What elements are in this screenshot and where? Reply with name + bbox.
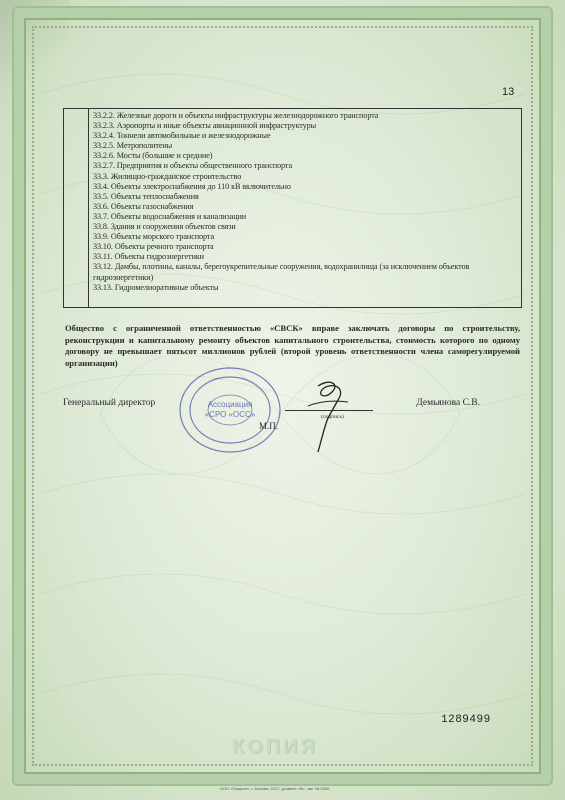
activity-list-item: 33.2.2. Железные дороги и объекты инфраструктуры железнодорожного транспорта [93,111,379,120]
activity-list-item: 33.2.7. Предприятия и объекты общественного транспорта [93,161,293,171]
printer-imprint: ООО «Опцион», г. Москва, 2017, уровень «В», зак. № 0000 [220,786,330,791]
activity-list [93,111,515,293]
page-number: 13 [502,86,515,98]
copy-watermark: КОПИЯ [232,736,318,758]
activity-list-item: 33.9. Объекты морского транспорта [93,232,215,242]
organization-stamp [175,362,305,454]
activity-list-item: 33.7. Объекты водоснабжения и канализации [93,211,247,221]
list-number-column [64,109,89,307]
activity-list-item: 33.2.4. Тоннели автомобильные и железнодорожные [93,131,271,141]
activity-list-item: 33.6. Объекты газоснабжения [93,201,194,211]
seal-place-mark: М.П. [259,421,279,431]
director-title: Генеральный директор [63,398,156,408]
activity-list-table [63,108,522,308]
activity-list-item: 33.2.6. Мосты (большие и средние) [93,151,213,161]
activity-list-item: 33.11. Объекты гидроэнергетики [93,252,204,262]
serial-number: 1289499 [441,714,491,726]
director-name: Демьянова С.В. [416,398,480,408]
activity-list-item: 33.4. Объекты электроснабжения до 110 кВ включительно [93,181,291,191]
activity-list-item: 33.12. Дамбы, плотины, каналы, берегоукрепительные сооружения, водохранилища (за исключением объектов гидроэнергетики) [93,262,470,282]
activity-list-item: 33.8. Здания и сооружения объектов связи [93,222,236,232]
activity-list-item: 33.10. Объекты речного транспорта [93,242,214,252]
activity-list-item: 33.3. Жилищно-гражданское строительство [93,171,242,181]
activity-list-item: 33.2.3. Аэропорты и иные объекты авиационной инфраструктуры [93,121,317,131]
activity-list-item: 33.2.5. Метрополитены [93,141,173,151]
activity-list-item: 33.13. Гидромелиоративные объекты [93,282,219,292]
stamp-text-line2: «СРО «ОСС» [204,410,256,419]
activity-list-item: 33.5. Объекты теплоснабжения [93,191,199,201]
signature-caption: (подпись) [321,414,344,420]
handwritten-signature [288,378,358,458]
stamp-text-line1: Ассоциация [207,400,253,409]
permission-paragraph: Общество с ограниченной ответственностью «СВСК» вправе заключать договоры по строительству, реконструкции и капитальному ремонту объектов капитального строительства, стоимость которого по одному договору не превышает пятьсот миллионов рублей (второй уровень ответственности члена саморегулируемой организации) [65,323,520,368]
